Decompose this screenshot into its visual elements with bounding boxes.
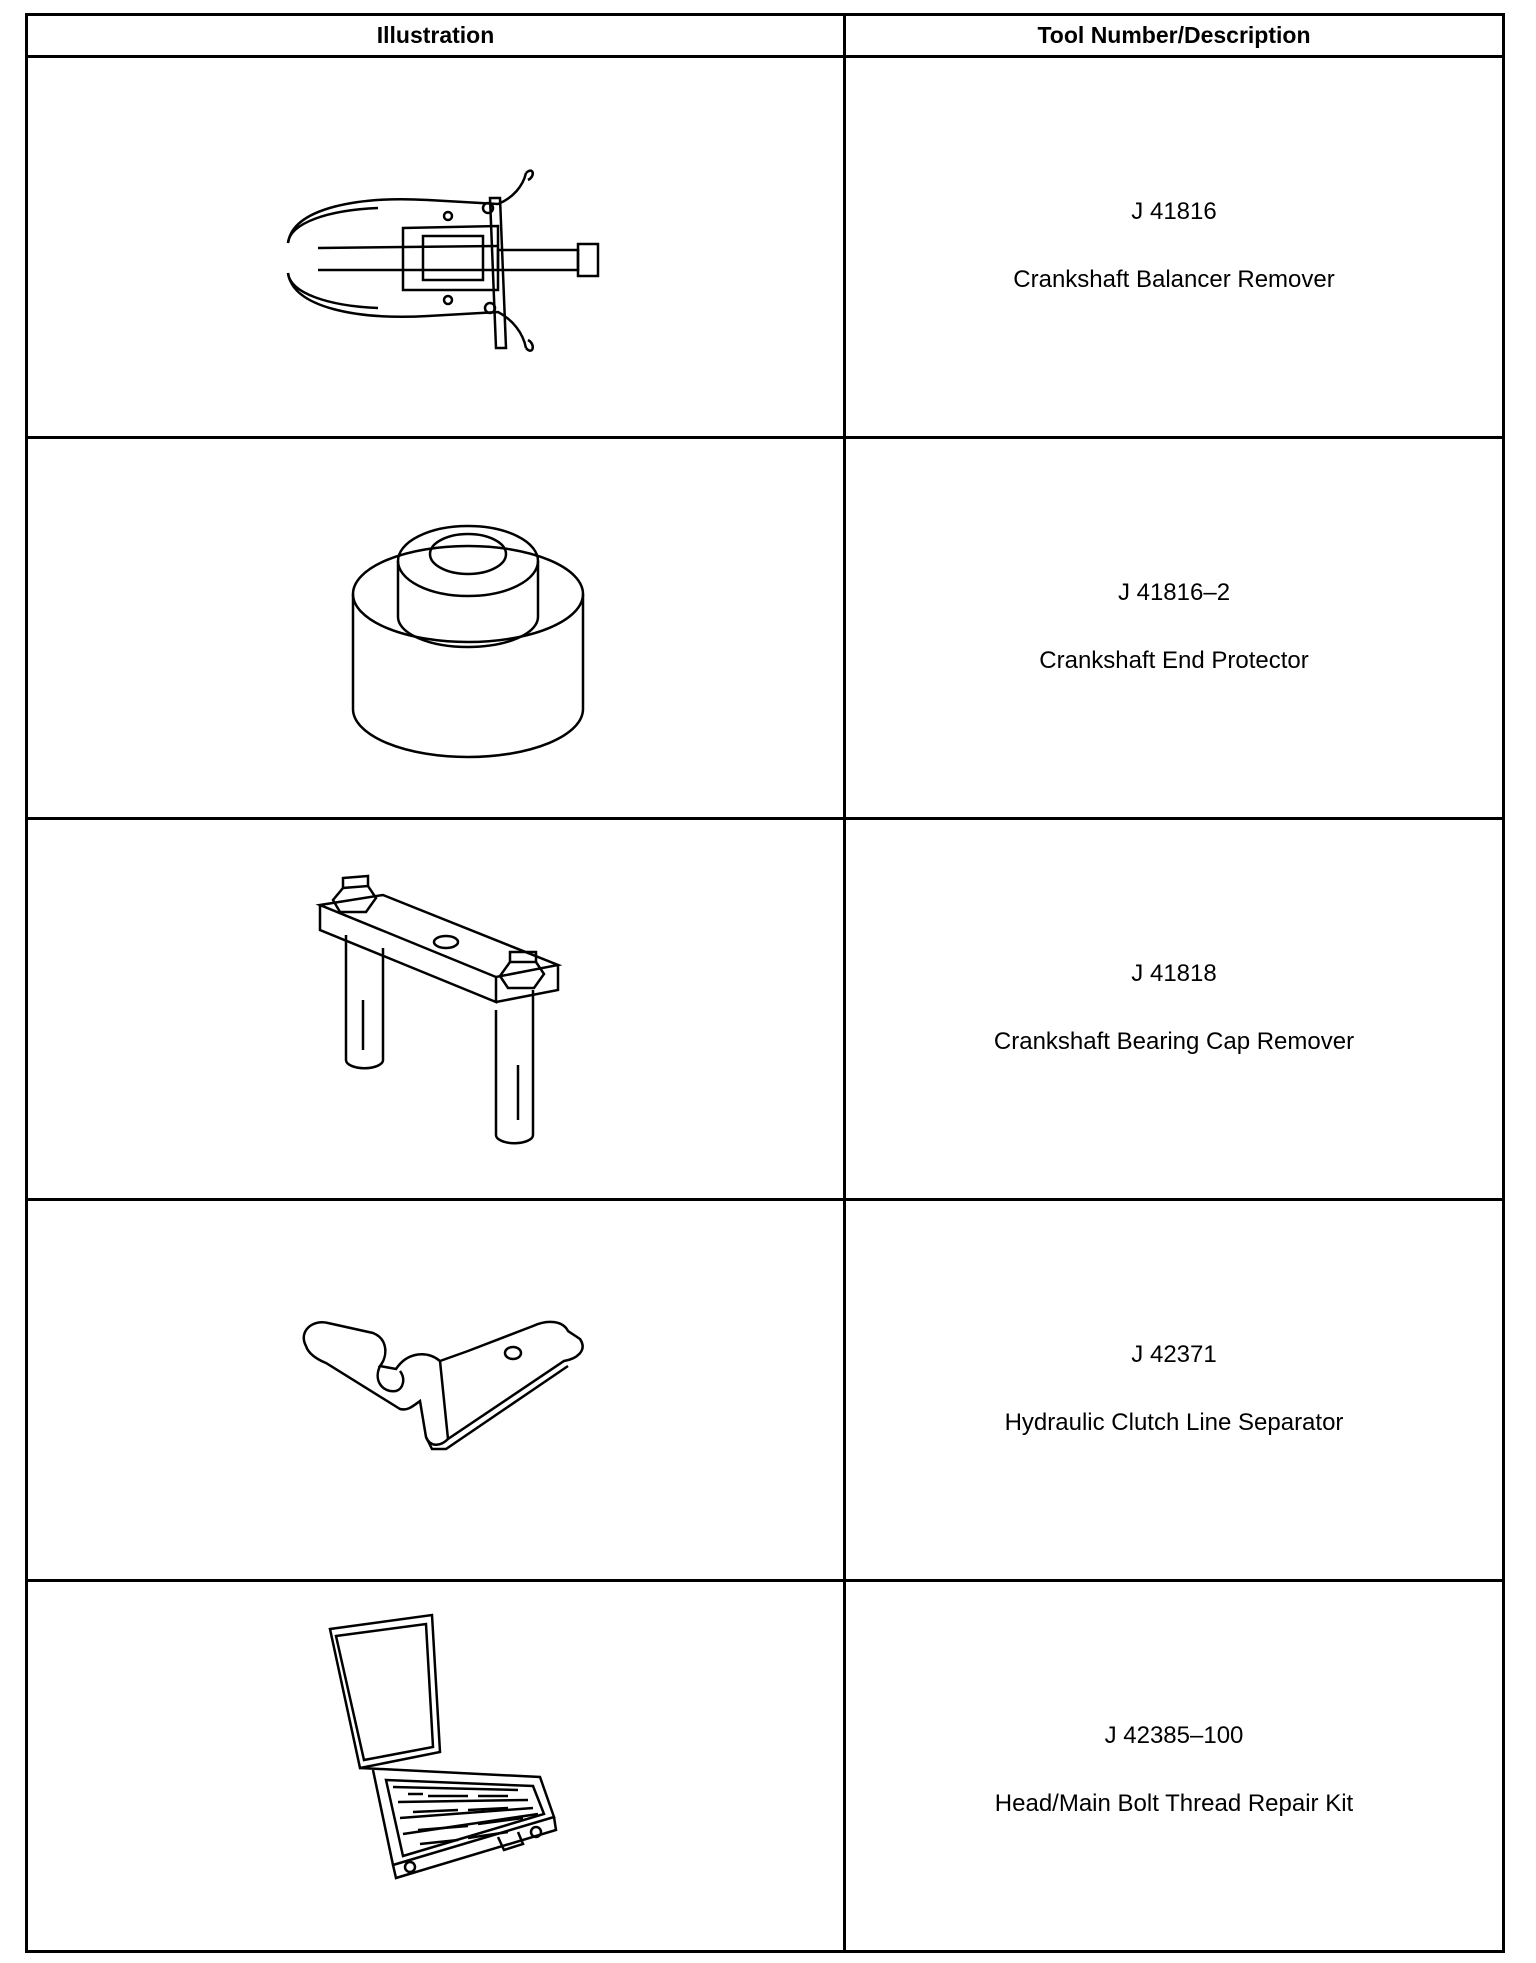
table-row [28,439,1502,820]
table-row [28,58,1502,439]
bearing-cap-remover-icon [28,820,843,1198]
tool-description-cell [846,439,1502,817]
tool-description-cell [846,1201,1502,1579]
clutch-line-separator-icon [28,1201,843,1579]
tool-name: Crankshaft End Protector [1039,647,1309,674]
tool-number: J 42385–100 [1104,1722,1244,1749]
illustration-cell [28,820,843,1198]
tool-description-cell [846,1582,1502,1963]
table-row [28,1201,1502,1582]
tool-description-cell [846,820,1502,1198]
tool-number: J 41816 [1131,198,1217,225]
tool-number: J 42371 [1131,1341,1217,1368]
table-row [28,820,1502,1201]
illustration-cell [28,58,843,436]
tool-name: Crankshaft Bearing Cap Remover [993,1028,1355,1055]
end-protector-icon [28,439,843,817]
thread-repair-kit-icon [28,1582,843,1960]
header-tool-description: Tool Number/Description [1037,22,1311,48]
illustration-cell [28,1582,843,1963]
tool-name: Head/Main Bolt Thread Repair Kit [994,1790,1354,1817]
table-row [28,1582,1502,1963]
tool-number: J 41816–2 [1117,579,1231,606]
puller-icon [28,58,843,436]
illustration-cell [28,439,843,817]
tool-number: J 41818 [1131,960,1217,987]
tool-description-cell [846,58,1502,436]
header-illustration: Illustration [376,22,495,48]
table-header [28,16,1502,58]
tool-name: Crankshaft Balancer Remover [1013,266,1335,293]
illustration-cell [28,1201,843,1579]
tool-name: Hydraulic Clutch Line Separator [1004,1409,1344,1436]
special-tools-table [25,13,1505,1953]
